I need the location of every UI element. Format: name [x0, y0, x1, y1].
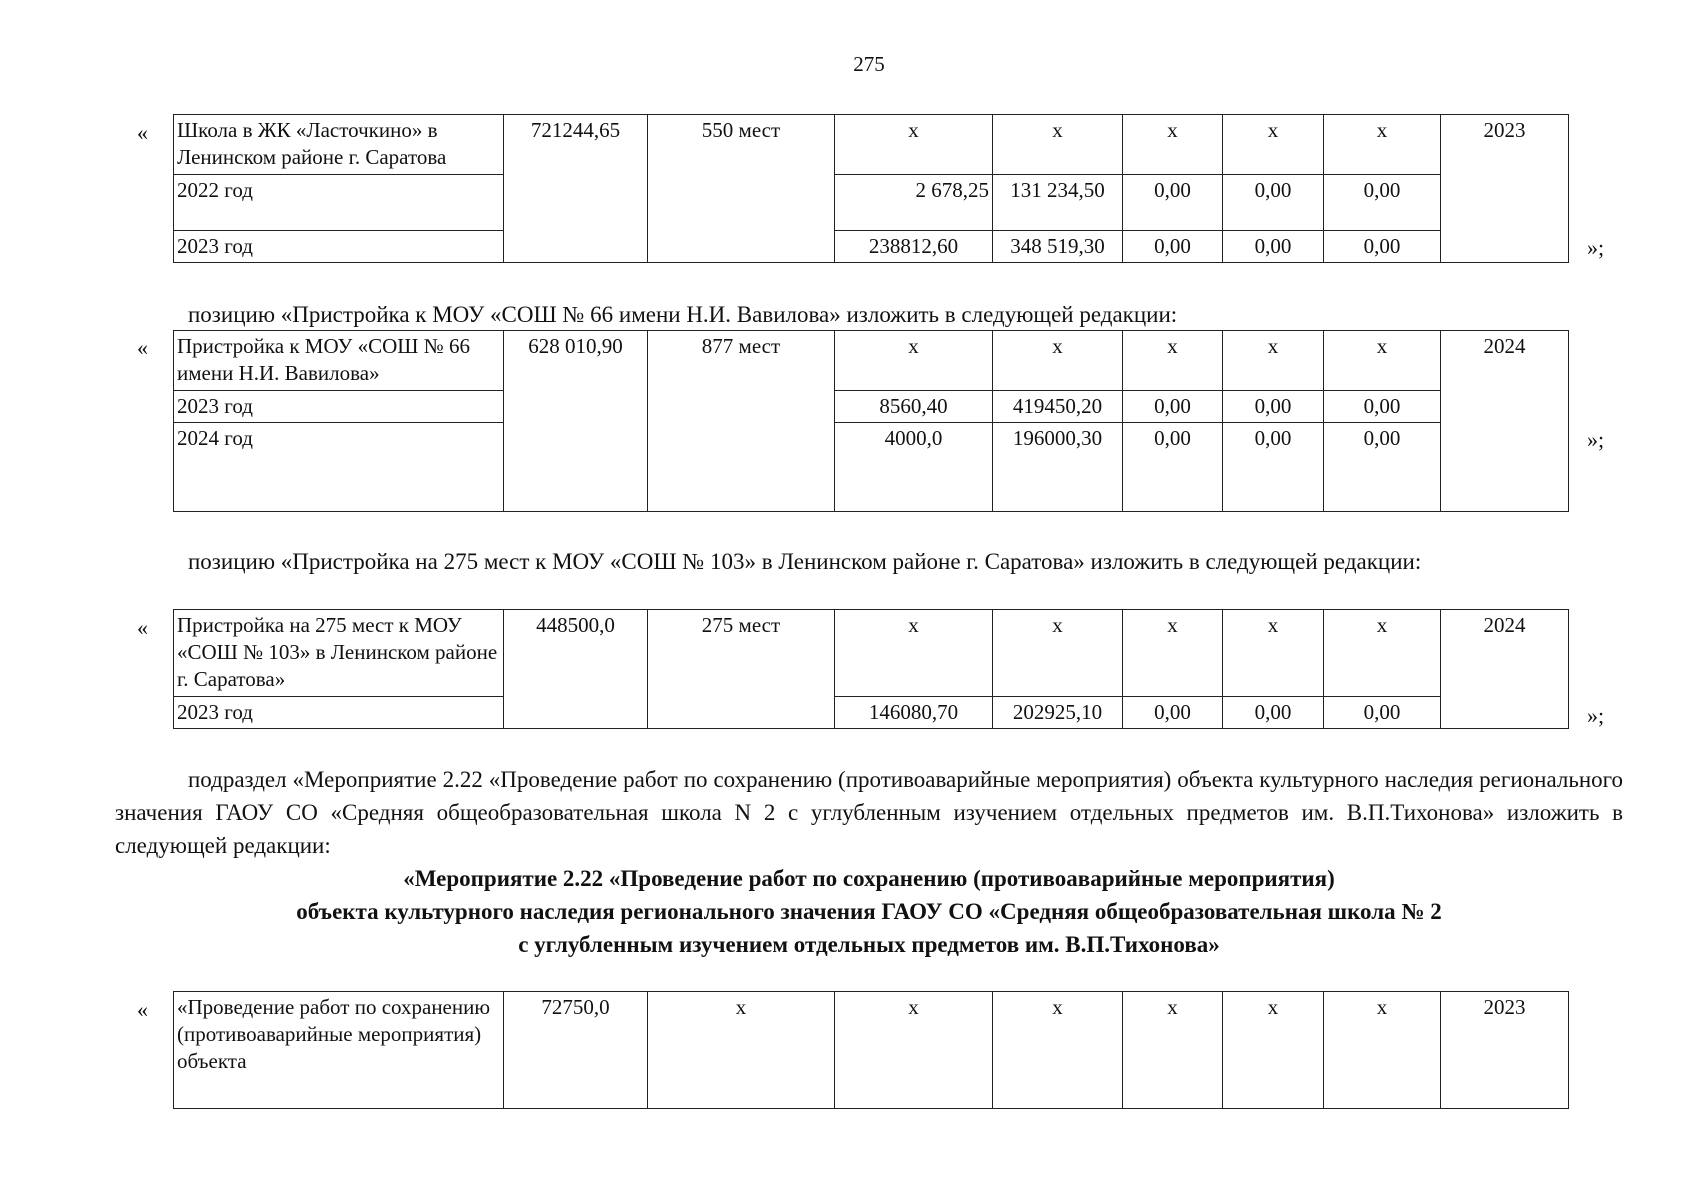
value-cell: х [1223, 115, 1324, 175]
close-quote: »; [1587, 703, 1605, 728]
year-cell: 2023 [1441, 992, 1569, 1109]
event-2-22-table [173, 991, 1569, 1109]
value-cell: х [1123, 115, 1223, 175]
table-row [174, 391, 1569, 423]
table-row [174, 115, 1569, 175]
amendment-paragraph [115, 763, 1623, 862]
value-cell: х [1223, 610, 1324, 697]
open-quote: « [137, 120, 148, 145]
amendment-paragraph [115, 545, 1623, 578]
value-cell: х [1324, 331, 1441, 391]
year-cell: 2024 [1441, 331, 1569, 512]
table-row [174, 697, 1569, 729]
value-cell: х [993, 331, 1123, 391]
capacity-cell: 550 мест [648, 115, 835, 263]
heading-line: с углубленным изучением отдельных предметов им. В.П.Тихонова» [518, 932, 1220, 957]
amendment-paragraph [115, 298, 1623, 331]
value-cell: х [835, 992, 993, 1109]
value-cell: х [993, 992, 1123, 1109]
table-row [174, 231, 1569, 263]
value-cell: 196000,30 [993, 423, 1123, 512]
open-quote: « [137, 335, 148, 360]
value-cell: 0,00 [1223, 697, 1324, 729]
value-cell: х [993, 610, 1123, 697]
open-quote: « [137, 997, 148, 1022]
section-heading [115, 862, 1623, 961]
value-cell: х [1324, 992, 1441, 1109]
close-quote: »; [1587, 235, 1605, 260]
year-label-cell: 2024 год [174, 423, 504, 512]
value-cell: х [1123, 610, 1223, 697]
close-quote: »; [1587, 427, 1605, 452]
object-name-cell: Пристройка на 275 мест к МОУ «СОШ № 103» в Ленинском районе г. Саратова» [174, 610, 504, 697]
value-cell: 0,00 [1123, 175, 1223, 231]
value-cell: 0,00 [1223, 391, 1324, 423]
value-cell: х [1123, 331, 1223, 391]
value-cell: х [648, 992, 835, 1109]
year-cell: 2024 [1441, 610, 1569, 729]
value-cell: 0,00 [1223, 175, 1324, 231]
value-cell: 0,00 [1324, 231, 1441, 263]
year-label-cell: 2023 год [174, 391, 504, 423]
cost-cell: 721244,65 [504, 115, 648, 263]
value-cell: х [1123, 992, 1223, 1109]
value-cell: 238812,60 [835, 231, 993, 263]
value-cell: х [993, 115, 1123, 175]
heading-line: «Мероприятие 2.22 «Проведение работ по сохранению (противоаварийные мероприятия) [403, 866, 1335, 891]
year-label-cell: 2022 год [174, 175, 504, 231]
value-cell: х [835, 610, 993, 697]
value-cell: х [835, 115, 993, 175]
value-cell: 419450,20 [993, 391, 1123, 423]
school-lastochkino-table [173, 114, 1569, 263]
cost-cell: 72750,0 [504, 992, 648, 1109]
table-row [174, 331, 1569, 391]
school-103-table [173, 609, 1569, 729]
year-label-cell: 2023 год [174, 231, 504, 263]
value-cell: 0,00 [1324, 175, 1441, 231]
value-cell: 131 234,50 [993, 175, 1123, 231]
object-name-cell: Пристройка к МОУ «СОШ № 66 имени Н.И. Вавилова» [174, 331, 504, 391]
heading-line: объекта культурного наследия регионального значения ГАОУ СО «Средняя общеобразовательная школа № 2 [296, 899, 1442, 924]
object-name-cell: «Проведение работ по сохранению (противоаварийные мероприятия) объекта [174, 992, 504, 1109]
year-cell: 2023 [1441, 115, 1569, 263]
amendment-text: позицию «Пристройка к МОУ «СОШ № 66 имени Н.И. Вавилова» изложить в следующей редакции: [188, 302, 1178, 327]
value-cell: х [1324, 115, 1441, 175]
cost-cell: 448500,0 [504, 610, 648, 729]
value-cell: х [1223, 331, 1324, 391]
value-cell: х [835, 331, 993, 391]
value-cell: 202925,10 [993, 697, 1123, 729]
year-label-cell: 2023 год [174, 697, 504, 729]
object-name-cell: Школа в ЖК «Ласточкино» в Ленинском районе г. Саратова [174, 115, 504, 175]
school-66-table [173, 330, 1569, 512]
table-row [174, 610, 1569, 697]
amendment-text: позицию «Пристройка на 275 мест к МОУ «СОШ № 103» в Ленинском районе г. Саратова» изложить в следующей редакции: [188, 549, 1422, 574]
value-cell: 4000,0 [835, 423, 993, 512]
capacity-cell: 877 мест [648, 331, 835, 512]
value-cell: 0,00 [1324, 391, 1441, 423]
cost-cell: 628 010,90 [504, 331, 648, 512]
amendment-text: подраздел «Мероприятие 2.22 «Проведение работ по сохранению (противоаварийные мероприятия) объекта культурного наследия регионального значения ГАОУ СО «Средняя общеобразовательная школа N 2 с углубленным изучением отдельных предметов им. В.П.Тихонова» изложить в следующей редакции: [115, 767, 1623, 858]
value-cell: 2 678,25 [835, 175, 993, 231]
value-cell: 348 519,30 [993, 231, 1123, 263]
capacity-cell: 275 мест [648, 610, 835, 729]
value-cell: 0,00 [1123, 423, 1223, 512]
value-cell: х [1223, 992, 1324, 1109]
value-cell: 0,00 [1123, 697, 1223, 729]
value-cell: 0,00 [1324, 423, 1441, 512]
value-cell: 0,00 [1223, 423, 1324, 512]
page-number: 275 [853, 52, 885, 76]
value-cell: х [1324, 610, 1441, 697]
value-cell: 0,00 [1123, 231, 1223, 263]
table-row [174, 175, 1569, 231]
value-cell: 0,00 [1223, 231, 1324, 263]
value-cell: 0,00 [1324, 697, 1441, 729]
table-row [174, 423, 1569, 512]
table-row [174, 992, 1569, 1109]
value-cell: 146080,70 [835, 697, 993, 729]
open-quote: « [137, 615, 148, 640]
value-cell: 0,00 [1123, 391, 1223, 423]
value-cell: 8560,40 [835, 391, 993, 423]
